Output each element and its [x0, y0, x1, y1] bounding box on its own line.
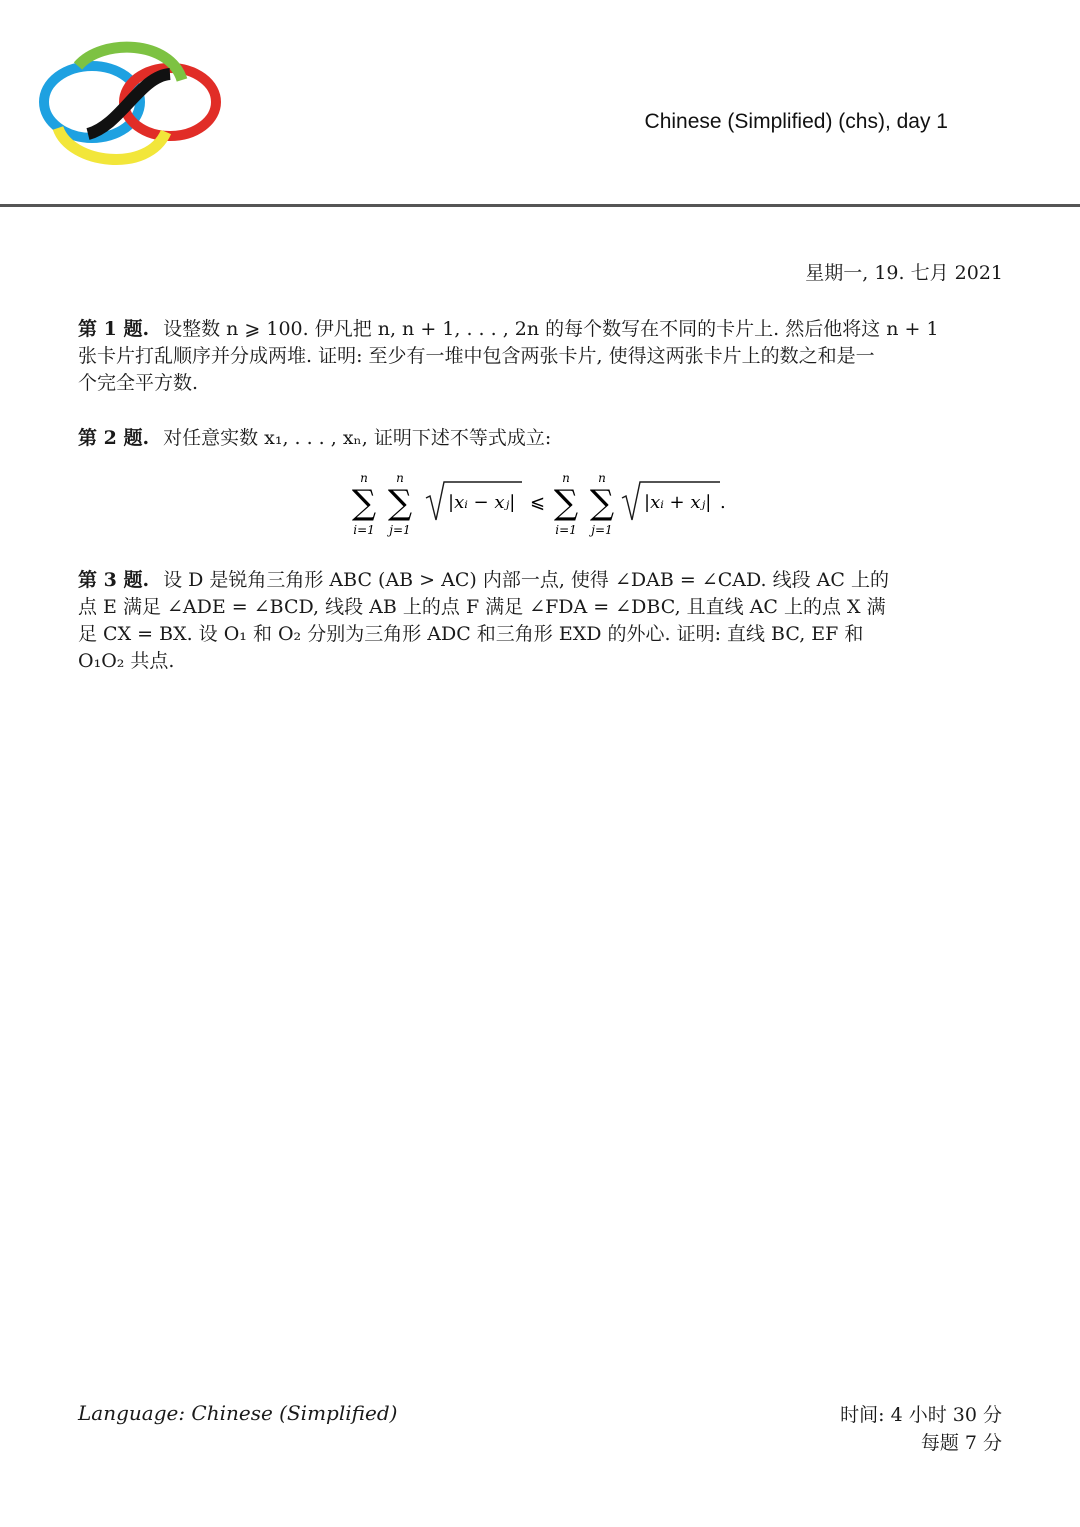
- problem-2-label: 第 2 题.: [78, 427, 150, 449]
- sum1-symbol: ∑: [351, 483, 377, 523]
- footer-language: Language: Chinese (Simplified): [78, 1401, 398, 1425]
- problem-3-line-3: 足 CX = BX. 设 O₁ 和 O₂ 分别为三角形 ADC 和三角形 EXD 的外心. 证明: 直线 BC, EF 和: [78, 623, 864, 645]
- problem-1-line-1: 设整数 n ⩾ 100. 伊凡把 n, n + 1, . . . , 2n 的每个数写在不同的卡片上. 然后他将这 n + 1: [163, 318, 939, 340]
- formula-end: .: [720, 492, 726, 513]
- footer-points: 每题 7 分: [920, 1432, 1002, 1454]
- sum2-lower: j=1: [389, 523, 411, 537]
- problem-3-label: 第 3 题.: [78, 569, 150, 591]
- sum4-upper: n: [598, 471, 606, 485]
- relation-symbol: ⩽: [530, 492, 546, 513]
- problem-3-line-2: 点 E 满足 ∠ADE = ∠BCD, 线段 AB 上的点 F 满足 ∠FDA = ∠DBC, 且直线 AC 上的点 X 满: [78, 596, 886, 618]
- sum3-upper: n: [562, 471, 570, 485]
- sum3-symbol: ∑: [553, 483, 579, 523]
- inequality-formula: [350, 470, 750, 542]
- problem-3-line-1: 设 D 是锐角三角形 ABC (AB > AC) 内部一点, 使得 ∠DAB = ∠CAD. 线段 AC 上的: [163, 569, 889, 591]
- sum3-lower: i=1: [555, 523, 577, 537]
- sum4-lower: j=1: [591, 523, 613, 537]
- sum1-upper: n: [360, 471, 368, 485]
- problem-3-line-4: O₁O₂ 共点.: [78, 650, 175, 672]
- problem-1-line-3: 个完全平方数.: [78, 372, 199, 394]
- footer-exam-info: [840, 1401, 1002, 1457]
- sum2-upper: n: [396, 471, 404, 485]
- lhs-inner: |xᵢ − xⱼ|: [448, 492, 516, 513]
- sum4-symbol: ∑: [589, 483, 615, 523]
- problem-2: [78, 425, 1003, 452]
- problem-1-label: 第 1 题.: [78, 318, 150, 340]
- header-divider: [0, 204, 1080, 207]
- sum2-symbol: ∑: [387, 483, 413, 523]
- footer-time: 时间: 4 小时 30 分: [840, 1404, 1002, 1426]
- problem-1: [78, 316, 1003, 397]
- problem-2-line-1: 对任意实数 x₁, . . . , xₙ, 证明下述不等式成立:: [163, 427, 552, 449]
- problem-1-line-2: 张卡片打乱顺序并分成两堆. 证明: 至少有一堆中包含两张卡片, 使得这两张卡片上的数之和是一: [78, 345, 875, 367]
- sum1-lower: i=1: [353, 523, 375, 537]
- exam-date: 星期一, 19. 七月 2021: [805, 262, 1003, 284]
- page-header: [0, 0, 1080, 206]
- header-title: Chinese (Simplified) (chs), day 1: [644, 110, 948, 133]
- rhs-inner: |xᵢ + xⱼ|: [644, 492, 712, 513]
- imo-logo: [30, 36, 226, 172]
- problem-3: [78, 567, 1003, 675]
